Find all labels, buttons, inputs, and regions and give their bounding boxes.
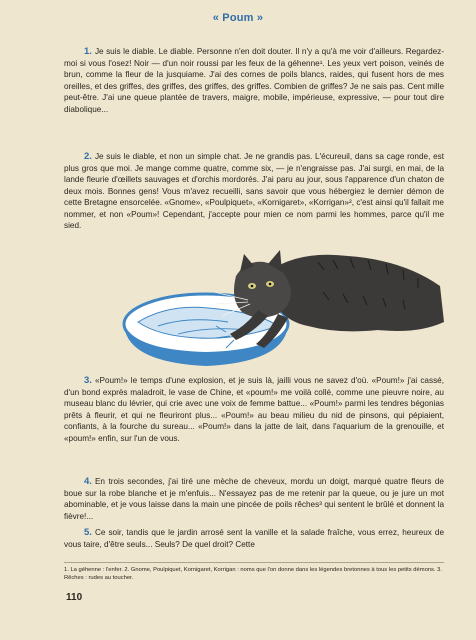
paragraph-text: Je suis le diable, et non un simple chat. Je ne grandis pas. L'écureuil, dans sa cage ronde, est plus gros que moi. Je mange comme quatre, comme six, — je n'engraisse pas. J'ai surgi, en mai, de la lande fleurie d'œillets sauvages et d'orchis mordorés. J'ai paru au jour, sous l'apparence d'un chaton de deux mois. Bonnes gens! Vous m'avez recueilli, sans savoir que vous hébergiez le dernier démon de cette Bretagne ensorcelée. «Gnome», «Poulpiquet», «Kornigaret», «Korrigan»², c'est ainsi qu'il fallait me nommer, et non «Poum»! Cependant, j'accepte pour mien ce nom parmi les hommes, parce qu'il me sied. xyxy=(64,152,444,230)
cat-body xyxy=(265,255,444,332)
page-number: 110 xyxy=(66,592,83,603)
paragraph-text: En trois secondes, j'ai tiré une mèche de cheveux, mordu un doigt, marqué quatre fleurs de boue sur la robe blanche et je m'enfuis... N'essayez pas de me retenir par la queue, ou je jure un mot abominable, et je vous laisse dans la main une pincée de poils rêches³ qui sentent le brûlé et donnent la fièvre!... xyxy=(64,477,444,521)
paragraph-number: 4. xyxy=(84,476,92,487)
paragraph-2 xyxy=(64,151,444,232)
paragraph-text: Je suis le diable. Le diable. Personne n'en doit douter. Il n'y a qu'à me voir d'ailleurs. Regardez-moi si vous l'osez! Noir — d'un noir roussi par les feux de la géhenne¹. Les yeux vert poison, veinés de brun, comme la fleur de la jusquiame. J'ai des cornes de poils blancs, raides, qui fusent hors de mes oreilles, et des griffes, des griffes, des griffes, des griffes. Combien de griffes? Je ne sais pas. Cent mille peut-être. J'ai une queue plantée de travers, maigre, mobile, impérieuse, expressive, — pour tout dire diabolique... xyxy=(64,47,444,114)
page-title: « Poum » xyxy=(212,12,264,24)
paragraph-4 xyxy=(64,476,444,522)
paragraph-1 xyxy=(64,46,444,115)
paragraph-number: 5. xyxy=(84,527,92,538)
paragraph-text: «Poum!» le temps d'une explosion, et je suis là, jailli vous ne savez d'où. «Poum!» j'ai cassé, d'un bond exprès maladroit, le vase de Chine, et «poum!» me voilà collé, comme une pieuvre noire, au museau blanc du lévrier, qui crie avec une voix de femme battue... «Poum!» parmi les tendres bégonias prêts à fleurir, et qui ne fleuriront plus... «Poum!» au beau milieu du nid de pinsons, qui pépiaient, confiants, à la fourche du sureau... «Poum!» dans la jatte de lait, dans l'aquarium de la grenouille, et «poum!» enfin, sur l'un de vous. xyxy=(64,376,444,443)
footnote-divider xyxy=(64,562,444,563)
paragraph-text: Ce soir, tandis que le jardin arrosé sent la vanille et la salade fraîche, vous errez, heureux de vous taire, d'être seuls... Seuls? De quel droit? Cette xyxy=(64,528,444,549)
paragraph-number: 3. xyxy=(84,375,92,386)
cat-illustration xyxy=(118,242,448,368)
paragraph-5 xyxy=(64,527,444,550)
footnotes: 1. La géhenne : l'enfer. 2. Gnome, Poulpiquet, Kornigaret, Korrigan : noms que l'on donne dans les légendes bretonnes à tous les petits démons. 3. Rêches : rudes au toucher. xyxy=(64,567,442,581)
paragraph-number: 2. xyxy=(84,151,92,162)
paragraph-3 xyxy=(64,375,444,444)
paragraph-number: 1. xyxy=(84,46,92,57)
